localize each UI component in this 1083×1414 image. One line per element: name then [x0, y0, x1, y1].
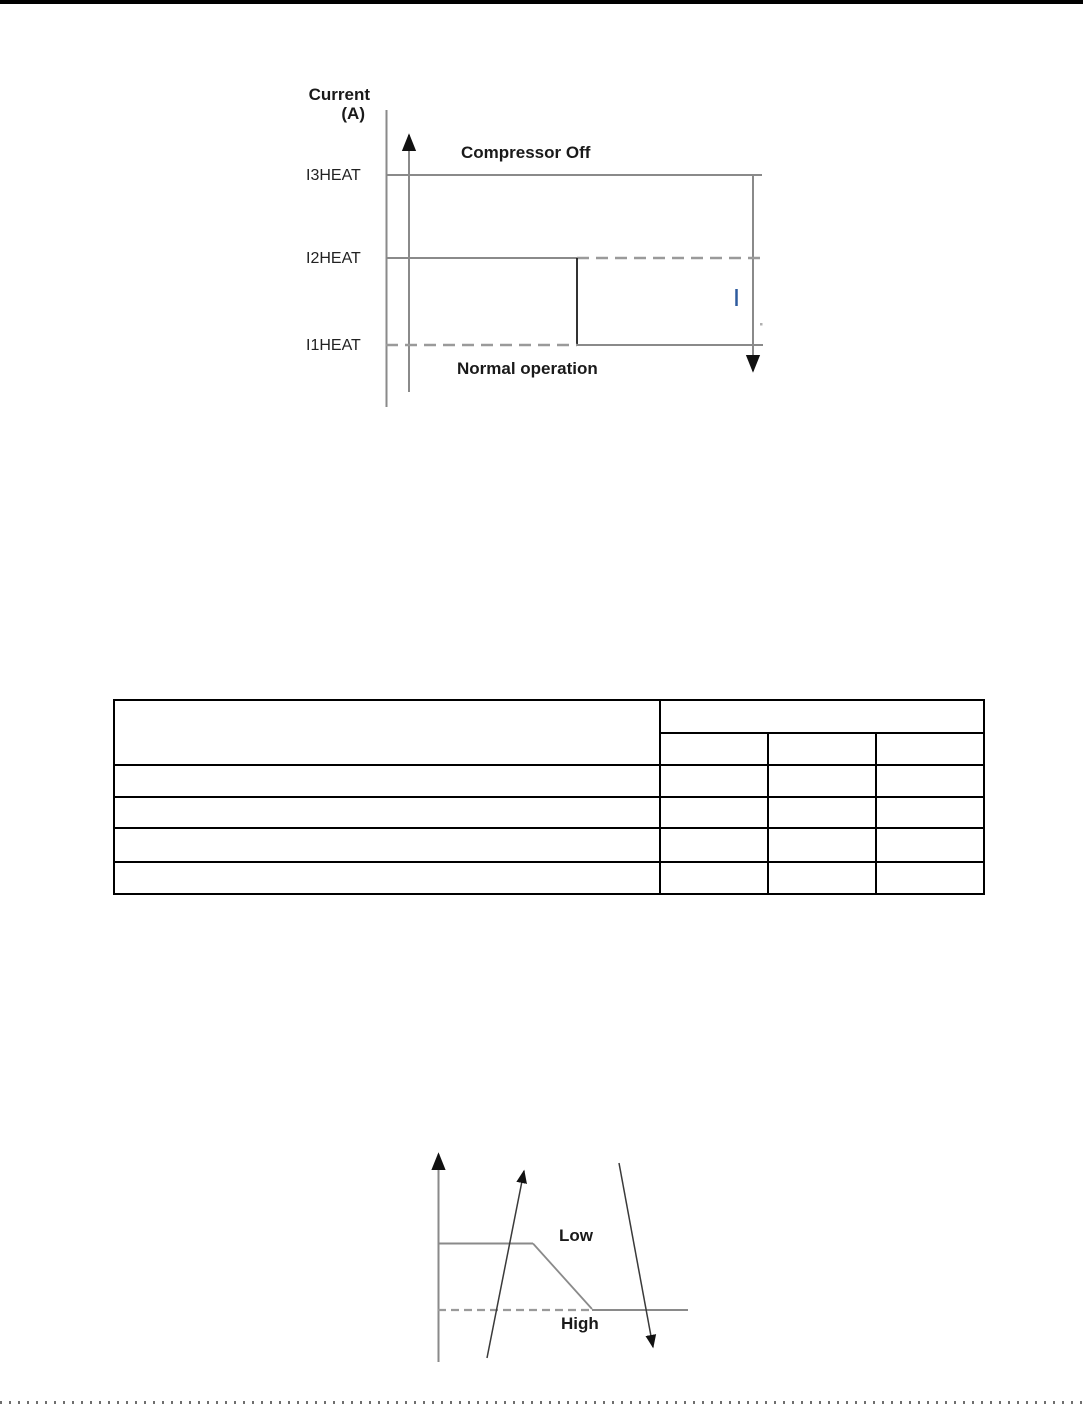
label-high: High [561, 1314, 599, 1333]
falling-arrow-line [619, 1163, 653, 1347]
table-cell [768, 828, 876, 862]
y-axis-unit-label: (A) [341, 103, 365, 123]
rising-arrow-line [487, 1171, 524, 1358]
table-cell [876, 765, 984, 797]
table-cell [768, 765, 876, 797]
level-label-i2heat: I2HEAT [306, 250, 361, 267]
table-row [114, 765, 984, 797]
table-cell [114, 862, 660, 894]
table-cell [114, 828, 660, 862]
table-header-left-cell [114, 700, 660, 765]
table-cell [876, 862, 984, 894]
table-cell [660, 797, 768, 828]
figure1-axis-label-block [280, 86, 370, 123]
y-axis-label: Current [308, 85, 370, 104]
level-label-i1heat: I1HEAT [306, 337, 361, 354]
table-header-subcell-3 [876, 733, 984, 765]
table-cell [660, 765, 768, 797]
level-label-i3heat: I3HEAT [306, 167, 361, 184]
region-label-compressor-off: Compressor Off [461, 143, 591, 162]
table-cell [660, 862, 768, 894]
page-top-rule [0, 0, 1083, 4]
table-cell [660, 828, 768, 862]
table-cell [114, 765, 660, 797]
current-threshold-diagram [380, 105, 780, 415]
page-bottom-dotted-rule [0, 1401, 1083, 1404]
table-row [114, 828, 984, 862]
table-header-subcell-2 [768, 733, 876, 765]
table-cell [768, 797, 876, 828]
hysteresis-diagram [425, 1140, 700, 1370]
table-cell [876, 828, 984, 862]
label-low: Low [559, 1226, 593, 1245]
region-label-normal-operation: Normal operation [457, 359, 598, 378]
table-wrapper [113, 699, 985, 895]
table-cell [768, 862, 876, 894]
table-cell [114, 797, 660, 828]
transition-slope-line [533, 1244, 592, 1310]
table-header-group-cell [660, 700, 984, 733]
table-cell [876, 797, 984, 828]
table-row [114, 797, 984, 828]
table-row [114, 862, 984, 894]
stray-dot [760, 323, 763, 326]
table-header-subcell-1 [660, 733, 768, 765]
parameters-table [113, 699, 985, 895]
